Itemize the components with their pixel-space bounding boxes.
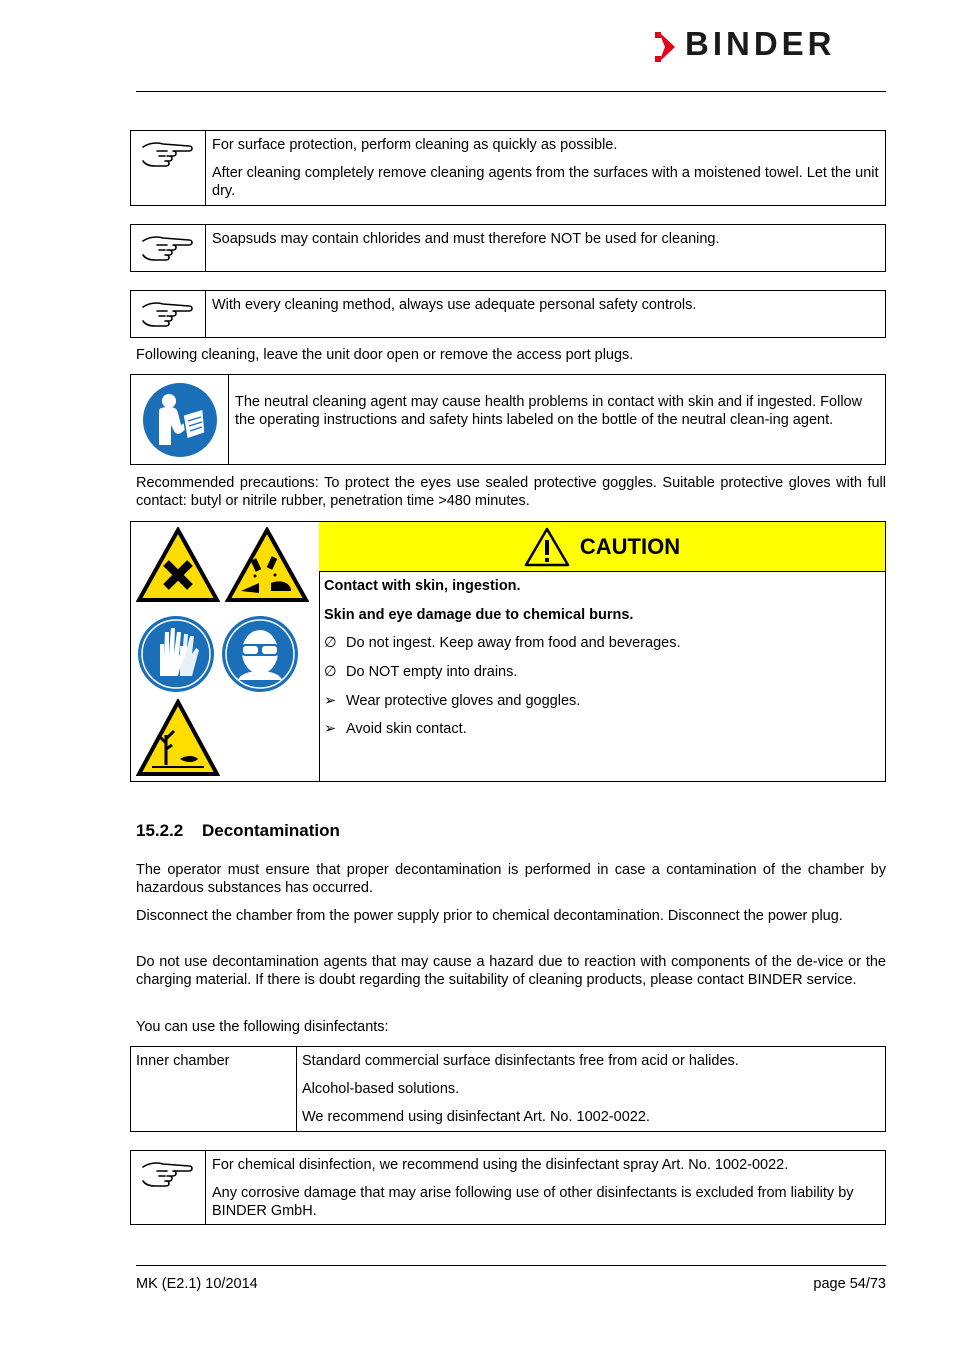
caution-title: CAUTION <box>579 533 681 559</box>
arrow-bullet: ➢ <box>324 721 337 738</box>
caution-item <box>324 634 874 663</box>
arrow-bullet: ➢ <box>324 692 337 709</box>
manual-warning-text: The neutral cleaning agent may cause health problems in contact with skin and if ingested. Follow the operating instructions and safety hints labeled on the bottle of the neutral clean-ing agent. <box>235 394 863 428</box>
read-manual-icon <box>131 375 229 464</box>
caution-item-text: Wear protective gloves and goggles. <box>346 692 581 709</box>
warning-triangle-icon <box>524 527 570 567</box>
footer-rule <box>136 1265 886 1266</box>
prohibition-symbol: ∅ <box>324 635 337 652</box>
caution-item-text: Avoid skin contact. <box>346 721 467 738</box>
disinfectant-table <box>130 1046 886 1132</box>
hazard-line-1: Contact with skin, ingestion. <box>324 578 521 594</box>
decon-paragraph: You can use the following disinfectants: <box>136 1019 389 1035</box>
precautions-text: Recommended precautions: To protect the eyes use sealed protective goggles. Suitable protective gloves with full contact: butyl or nitrile rubber, penetration time >480 minutes. <box>136 475 886 509</box>
environment-hazard-icon <box>136 699 220 777</box>
logo-text: BINDER <box>685 25 836 62</box>
caution-item <box>324 720 874 749</box>
wear-gloves-icon <box>136 614 216 694</box>
note-2-text: Soapsuds may contain chlorides and must therefore NOT be used for cleaning. <box>212 231 720 247</box>
section-heading <box>136 821 340 841</box>
hand-pointer-icon <box>131 1151 206 1224</box>
after-cleaning-text: Following cleaning, leave the unit door open or remove the access port plugs. <box>136 347 634 363</box>
final-note-line-1: For chemical disinfection, we recommend using the disinfectant spray Art. No. 1002-0022. <box>212 1157 789 1173</box>
table-row <box>131 1047 886 1132</box>
hazard-line-2: Skin and eye damage due to chemical burns. <box>324 606 634 623</box>
disinfectant-line: Alcohol-based solutions. <box>302 1081 460 1097</box>
logo-mark-icon <box>655 30 681 64</box>
disinfectant-cell <box>297 1047 886 1132</box>
decon-paragraph: Do not use decontamination agents that may cause a hazard due to reaction with components of the de-vice or the charging material. If there is doubt regarding the suitability of cleaning products, please contact BINDER service. <box>136 954 886 988</box>
note-1-line-2: After cleaning completely remove cleaning agents from the surfaces with a moistened towel. Let the unit dry. <box>212 165 879 199</box>
caution-item <box>324 692 874 721</box>
manual-warning-box <box>130 374 886 465</box>
header-rule <box>136 91 886 92</box>
decon-paragraph: Disconnect the chamber from the power supply prior to chemical decontamination. Disconnect the power plug. <box>136 908 843 924</box>
section-number: 15.2.2 <box>136 821 184 840</box>
note-box-4 <box>130 1150 886 1225</box>
prohibition-symbol: ∅ <box>324 664 337 681</box>
caution-item-text: Do NOT empty into drains. <box>346 664 518 681</box>
note-box-3 <box>130 290 886 338</box>
hazard-symbols <box>131 522 320 781</box>
disinfectant-line: Standard commercial surface disinfectants free from acid or halides. <box>302 1053 739 1069</box>
note-3-text: With every cleaning method, always use adequate personal safety controls. <box>212 297 697 313</box>
corrosive-icon <box>225 527 309 603</box>
final-note-line-2: Any corrosive damage that may arise following use of other disinfectants is excluded from liability by BINDER GmbH. <box>212 1185 854 1219</box>
note-box-1 <box>130 130 886 206</box>
caution-item-text: Do not ingest. Keep away from food and beverages. <box>346 635 681 652</box>
hand-pointer-icon <box>131 225 206 271</box>
hand-pointer-icon <box>131 131 206 205</box>
note-box-2 <box>130 224 886 272</box>
decon-paragraph: The operator must ensure that proper decontamination is performed in case a contamination of the chamber by hazardous substances has occurred. <box>136 862 886 896</box>
binder-logo <box>655 25 887 64</box>
hand-pointer-icon <box>131 291 206 337</box>
footer-page-number: page 54/73 <box>813 1276 886 1292</box>
caution-header <box>319 522 885 572</box>
harmful-irritant-icon <box>136 527 220 603</box>
caution-box <box>130 521 886 782</box>
footer-doc-id: MK (E2.1) 10/2014 <box>136 1276 258 1292</box>
note-1-line-1: For surface protection, perform cleaning as quickly as possible. <box>212 137 618 153</box>
disinfectant-line: We recommend using disinfectant Art. No. 1002-0022. <box>302 1109 650 1125</box>
wear-goggles-icon <box>220 614 300 694</box>
section-title: Decontamination <box>202 821 340 840</box>
caution-item <box>324 663 874 692</box>
area-cell: Inner chamber <box>131 1047 297 1132</box>
